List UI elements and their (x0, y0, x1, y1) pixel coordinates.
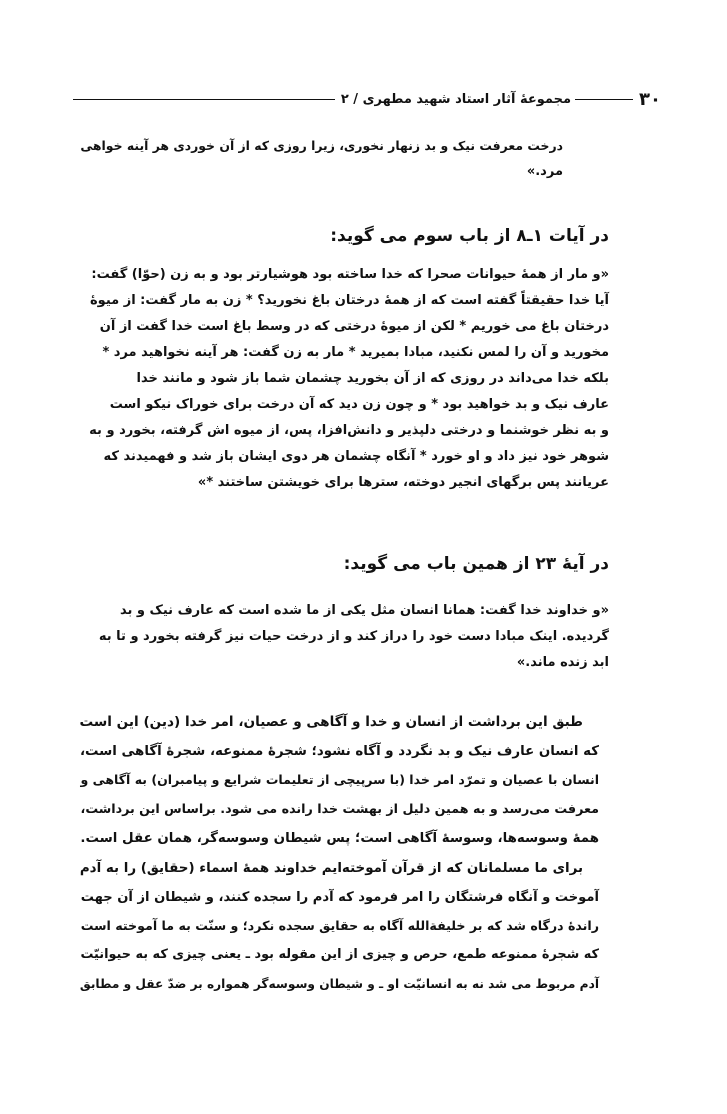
book-title: مجموعهٔ آثار استاد شهید مطهری / ۲ (340, 91, 572, 107)
section-heading-text: در آیات ۱ـ۸ از باب سوم می گوید: (330, 226, 609, 246)
text-line: آموخت و آنگاه فرشتگان را امر فرمود که آدم را سجده کنند، و شیطان از آن جهت (80, 890, 599, 905)
page-number: ۳۰ (639, 88, 661, 110)
text-line: مخورید و آن را لمس نکنید، مبادا بمیرید * مار به زن گفت: هر آینه نخواهید مرد * (102, 345, 609, 360)
text-line: آیا خدا حقیقتاً گفته است که از همهٔ درختان باغ نخورید؟ * زن به مار گفت: از میوهٔ (90, 293, 609, 308)
text-line: برای ما مسلمانان که از قرآن آموخته‌ایم خداوند همهٔ اسماء (حقایق) را به آدم (79, 861, 583, 876)
text-line: که شجرهٔ ممنوعه طمع، حرص و چیزی از این مقوله بود ـ یعنی چیزی که به حیوانیّت (80, 947, 599, 962)
running-head (73, 86, 661, 112)
text-line: شوهر خود نیز داد و او خورد * آنگاه چشمان هر دوی ایشان باز شد و فهمیدند که (103, 449, 609, 464)
section-heading-text: در آیهٔ ۲۳ از همین باب می گوید: (343, 554, 609, 574)
header-rule (73, 99, 335, 100)
text-line: بلکه خدا می‌داند در روزی که از آن بخورید چشمان شما باز شود و مانند خدا (136, 371, 609, 386)
text-line: درخت معرفت نیک و بد زنهار نخوری، زیرا روزی که از آن خوردی هر آینه خواهی (80, 138, 563, 153)
text-line: عریانند پس برگهای انجیر دوخته، سترها برای خویشتن ساختند *» (197, 475, 609, 490)
text-line: معرفت می‌رسد و به همین دلیل از بهشت خدا رانده می شود. براساس این برداشت، (80, 801, 599, 816)
text-line: ابد زنده ماند.» (516, 655, 609, 670)
text-line: همهٔ وسوسه‌ها، وسوسهٔ آگاهی است؛ پس شیطان وسوسه‌گر، همان عقل است. (80, 831, 599, 846)
text-line: «و مار از همهٔ حیوانات صحرا که خدا ساخته بود هوشیارتر بود و به زن (حوّا) گفت: (91, 267, 609, 282)
text-line: و به نظر خوشنما و درختی دلپذیر و دانش‌افزا، پس، از میوه اش گرفته، بخورد و به (89, 423, 609, 438)
text-line: درختان باغ می خوریم * لکن از میوهٔ درختی که در وسط باغ است خدا گفت از آن (99, 319, 609, 334)
text-line: گردیده. اینک مبادا دست خود را دراز کند و از درخت حیات نیز گرفته بخورد و تا به (98, 629, 609, 644)
text-line: آدم مربوط می شد نه به انسانیّت او ـ و شیطان وسوسه‌گر همواره بر ضدّ عقل و مطابق (79, 977, 599, 991)
text-line: مرد.» (526, 164, 563, 179)
text-line: که انسان عارف نیک و بد نگردد و آگاه نشود؛ شجرهٔ ممنوعه، شجرهٔ آگاهی است، (79, 744, 599, 759)
header-rule (575, 99, 633, 100)
text-line: طبق این برداشت از انسان و خدا و آگاهی و عصیان، امر خدا (دین) این است (79, 714, 583, 730)
text-line: عارف نیک و بد خواهید بود * و چون زن دید که آن درخت برای خوراک نیکو است (109, 397, 609, 412)
text-line: راندهٔ درگاه شد که بر خلیفة‌الله آگاه به حقایق سجده نکرد؛ و سنّت به ما آموخته است (80, 918, 599, 933)
text-line: «و خداوند خدا گفت: همانا انسان مثل یکی از ما شده است که عارف نیک و بد (120, 603, 609, 618)
text-line: انسان با عصیان و تمرّد امر خدا (با سرپیچی از تعلیمات شرایع و پیامبران) به آگاهی و (80, 772, 599, 787)
